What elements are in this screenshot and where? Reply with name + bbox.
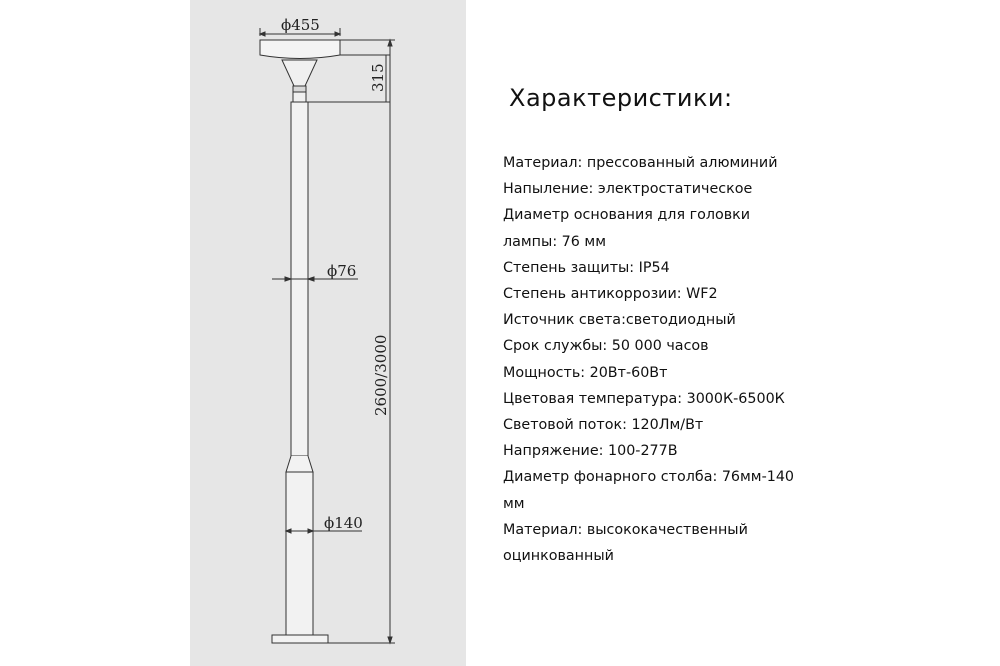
spec-line: мм [503,495,525,512]
spec-line: Световой поток: 120Лм/Вт [503,417,704,434]
lamp-head-disc [260,40,340,59]
total-height-label: 2600/3000 [372,334,390,416]
spec-line: Диаметр основания для головки [503,207,751,224]
spec-line: Срок службы: 50 000 часов [503,338,709,355]
lamp-head-funnel [282,60,317,86]
spec-line: Степень антикоррозии: WF2 [503,286,718,303]
spec-line: Цветовая температура: 3000К-6500К [503,390,785,407]
pole-diameter-label: ϕ76 [327,262,357,280]
specifications-block [503,84,833,569]
pole-base-section [286,472,313,635]
spec-line: Материал: прессованный алюминий [503,155,778,171]
spec-line: Источник света:светодиодный [503,312,736,329]
base-diameter-label: ϕ140 [324,514,363,532]
specifications-list [503,150,833,569]
specifications-title: Характеристики: [509,84,733,112]
spec-line: оцинкованный [503,548,614,565]
spec-line: Напряжение: 100-277В [503,443,678,460]
spec-line: Диаметр фонарного столба: 76мм-140 [503,469,795,486]
spec-line: Материал: высококачественный [503,521,748,538]
spec-line: Степень защиты: IP54 [503,259,670,276]
spec-line: Мощность: 20Вт-60Вт [503,364,668,381]
pole-base-plate [272,635,328,643]
lamp-head-band [293,86,306,92]
lamp-technical-drawing [190,0,466,666]
lamp-drawing-panel [190,0,466,666]
pole-transition [286,456,313,472]
head-height-label: 315 [369,63,387,92]
head-width-label: ϕ455 [281,16,320,34]
spec-line: лампы: 76 мм [503,233,606,250]
spec-line: Напыление: электростатическое [503,181,753,198]
